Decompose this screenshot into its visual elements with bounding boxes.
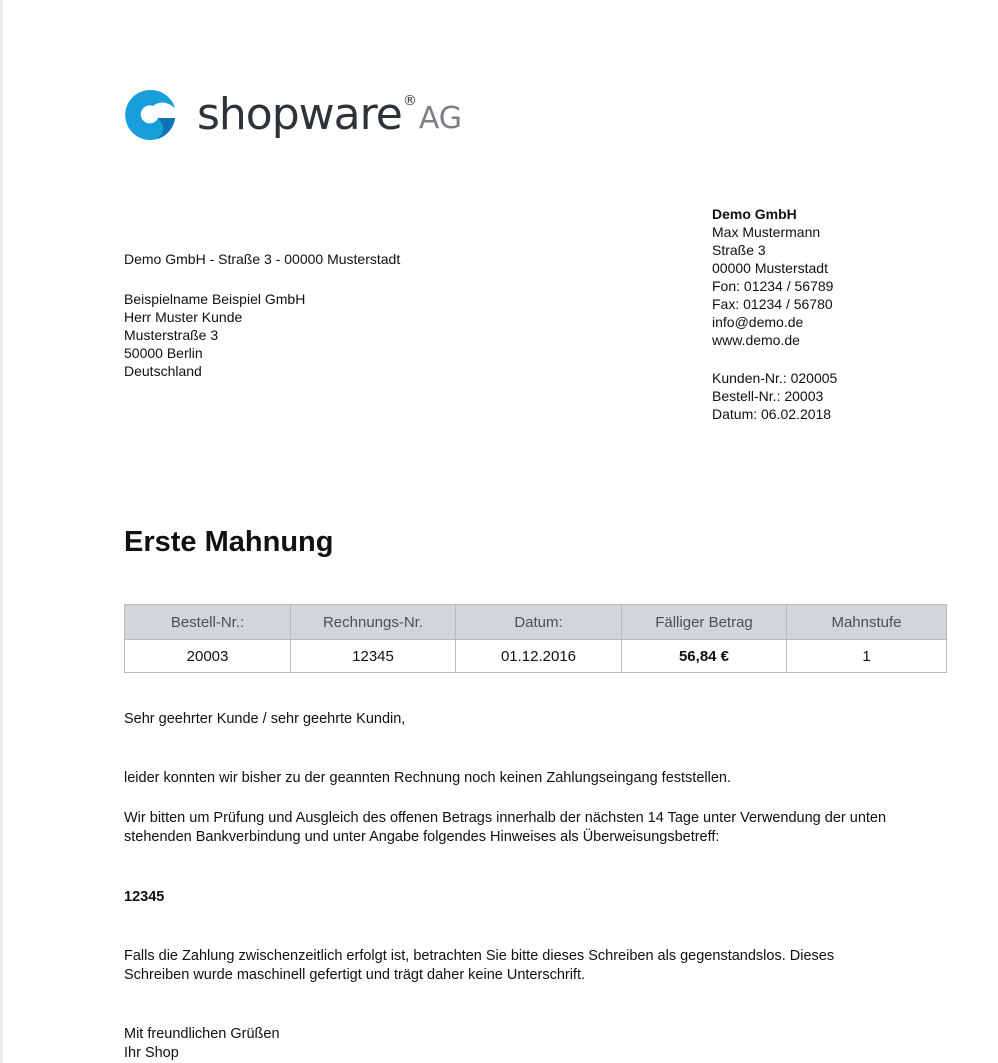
paragraph-line: stehenden Bankverbindung und unter Angabe folgendes Hinweises als Überweisungsbetreff: (124, 829, 720, 845)
closing-salutation: Mit freundlichen Grüßen (124, 1026, 280, 1042)
recipient-line: Beispielname Beispiel GmbH (124, 291, 306, 307)
sender-return-line: Demo GmbH - Straße 3 - 00000 Musterstadt (124, 251, 401, 267)
paragraph-line: Wir bitten um Prüfung und Ausgleich des offenen Betrags innerhalb der nächsten 14 Tage unter Verwendung der unten (124, 810, 887, 826)
recipient-line: Herr Muster Kunde (124, 309, 243, 325)
page-edge (0, 0, 3, 1063)
company-email: info@demo.de (712, 314, 804, 330)
customer-number: Kunden-Nr.: 020005 (712, 370, 838, 386)
company-line: Straße 3 (712, 242, 766, 258)
recipient-line: Deutschland (124, 363, 202, 379)
paragraph-disclaimer (124, 947, 954, 985)
recipient-address (124, 290, 305, 380)
logo-suffix: AG (418, 101, 463, 136)
paragraph-request (124, 809, 954, 847)
table-header-row (125, 605, 947, 640)
logo-registered-mark: ® (402, 93, 417, 109)
table-header-cell: Bestell-Nr.: (125, 605, 291, 640)
reminder-table (124, 604, 947, 673)
table-header-cell: Fälliger Betrag (622, 605, 787, 640)
company-line: Max Mustermann (712, 224, 821, 240)
recipient-line: Musterstraße 3 (124, 327, 219, 343)
order-number: Bestell-Nr.: 20003 (712, 388, 824, 404)
document-title: Erste Mahnung (124, 526, 334, 558)
greeting: Sehr geehrter Kunde / sehr geehrte Kundin, (124, 711, 406, 727)
table-row (125, 640, 947, 673)
company-info (712, 205, 833, 349)
table-cell-reminder-level: 1 (787, 640, 947, 673)
company-line: 00000 Musterstadt (712, 260, 828, 276)
table-header-cell: Rechnungs-Nr. (291, 605, 456, 640)
table-cell-amount-due: 56,84 € (622, 640, 787, 673)
signature: Ihr Shop (124, 1045, 179, 1061)
table-cell-order-number: 20003 (125, 640, 291, 673)
paragraph-line: Falls die Zahlung zwischenzeitlich erfolgt ist, betrachten Sie bitte dieses Schreiben als gegenstandslos. Dieses (124, 948, 835, 964)
table-header-cell: Mahnstufe (787, 605, 947, 640)
table-cell-invoice-number: 12345 (291, 640, 456, 673)
logo-wordmark: shopware (197, 89, 402, 140)
paragraph-line: Schreiben wurde maschinell gefertigt und trägt daher keine Unterschrift. (124, 967, 586, 983)
document-meta (712, 369, 837, 423)
table-cell-date: 01.12.2016 (456, 640, 622, 673)
company-fax: Fax: 01234 / 56780 (712, 296, 833, 312)
company-logo (123, 88, 462, 142)
document-date: Datum: 06.02.2018 (712, 406, 832, 422)
table-header-cell: Datum: (456, 605, 622, 640)
payment-reference: 12345 (124, 889, 165, 905)
company-website: www.demo.de (712, 332, 800, 348)
company-name: Demo GmbH (712, 206, 797, 222)
recipient-line: 50000 Berlin (124, 345, 203, 361)
paragraph-notice: leider konnten wir bisher zu der geannten Rechnung noch keinen Zahlungseingang feststellen. (124, 770, 731, 786)
shopware-logo-icon (123, 88, 177, 142)
company-phone: Fon: 01234 / 56789 (712, 278, 834, 294)
